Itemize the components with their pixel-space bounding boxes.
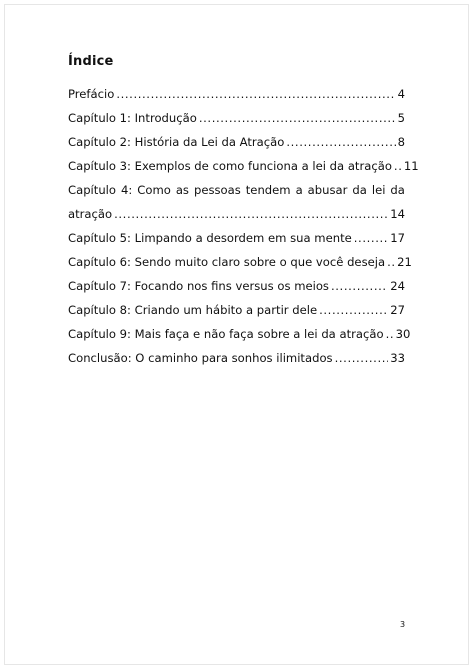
toc-entry-title: atração xyxy=(68,207,113,221)
toc-word: lei xyxy=(371,183,386,197)
toc-entry-page: 4 xyxy=(397,87,405,101)
dot-leader xyxy=(199,106,396,130)
toc-entry-title: Capítulo 7: Focando nos fins versus os meios xyxy=(68,279,329,293)
toc-entry-capitulo-4[interactable] xyxy=(68,178,405,226)
toc-entry-capitulo-9[interactable] xyxy=(68,322,411,346)
toc-entry-capitulo-2[interactable] xyxy=(68,130,405,154)
toc-word: a xyxy=(295,183,303,197)
dot-leader xyxy=(387,250,395,274)
toc-entry-title-line1 xyxy=(68,178,405,202)
dot-leader xyxy=(286,130,395,154)
toc-word: pessoas xyxy=(193,183,241,197)
toc-entry-title: Capítulo 9: Mais faça e não faça sobre a lei da atração xyxy=(68,327,384,341)
toc-heading: Índice xyxy=(68,54,114,69)
toc-entry-title-line2 xyxy=(68,202,405,226)
dot-leader xyxy=(335,346,389,370)
toc-entry-capitulo-8[interactable] xyxy=(68,298,405,322)
toc-entry-page: 27 xyxy=(390,303,405,317)
toc-entry-title: Capítulo 6: Sendo muito claro sobre o que você deseja xyxy=(68,255,386,269)
toc-entry-capitulo-3[interactable] xyxy=(68,154,419,178)
table-of-contents xyxy=(68,82,419,370)
toc-word: da xyxy=(352,183,367,197)
toc-word: abusar xyxy=(307,183,348,197)
toc-entry-capitulo-5[interactable] xyxy=(68,226,405,250)
toc-entry-title: Capítulo 2: História da Lei da Atração xyxy=(68,135,285,149)
toc-entry-title: Capítulo 1: Introdução xyxy=(68,111,197,125)
dot-leader xyxy=(319,298,388,322)
toc-entry-page: 8 xyxy=(397,135,405,149)
dot-leader xyxy=(354,226,388,250)
toc-entry-capitulo-7[interactable] xyxy=(68,274,405,298)
dot-leader xyxy=(386,322,394,346)
toc-entry-page: 17 xyxy=(390,231,405,245)
dot-leader xyxy=(394,154,402,178)
toc-entry-title: Conclusão: O caminho para sonhos ilimitados xyxy=(68,351,333,365)
toc-word: da xyxy=(390,183,405,197)
toc-word: as xyxy=(175,183,189,197)
toc-entry-title: Capítulo 3: Exemplos de como funciona a lei da atração xyxy=(68,159,392,173)
dot-leader xyxy=(114,202,388,226)
toc-entry-title: Capítulo 8: Criando um hábito a partir dele xyxy=(68,303,318,317)
toc-entry-page: 24 xyxy=(390,279,405,293)
toc-entry-page: 30 xyxy=(395,327,411,341)
toc-entry-title: Prefácio xyxy=(68,87,115,101)
dot-leader xyxy=(331,274,388,298)
toc-entry-page: 11 xyxy=(403,159,419,173)
dot-leader xyxy=(116,82,395,106)
page-number: 3 xyxy=(400,620,406,629)
toc-word: Como xyxy=(137,183,171,197)
toc-entry-capitulo-1[interactable] xyxy=(68,106,405,130)
toc-word: Capítulo xyxy=(68,183,116,197)
toc-entry-conclusao[interactable] xyxy=(68,346,405,370)
toc-entry-page: 5 xyxy=(397,111,405,125)
toc-entry-page: 21 xyxy=(397,255,412,269)
toc-word: 4: xyxy=(120,183,133,197)
toc-entry-prefacio[interactable] xyxy=(68,82,405,106)
toc-entry-title: Capítulo 5: Limpando a desordem em sua mente xyxy=(68,231,352,245)
toc-entry-page: 33 xyxy=(390,351,405,365)
toc-word: tendem xyxy=(245,183,291,197)
toc-entry-page: 14 xyxy=(390,207,405,221)
toc-entry-capitulo-6[interactable] xyxy=(68,250,412,274)
